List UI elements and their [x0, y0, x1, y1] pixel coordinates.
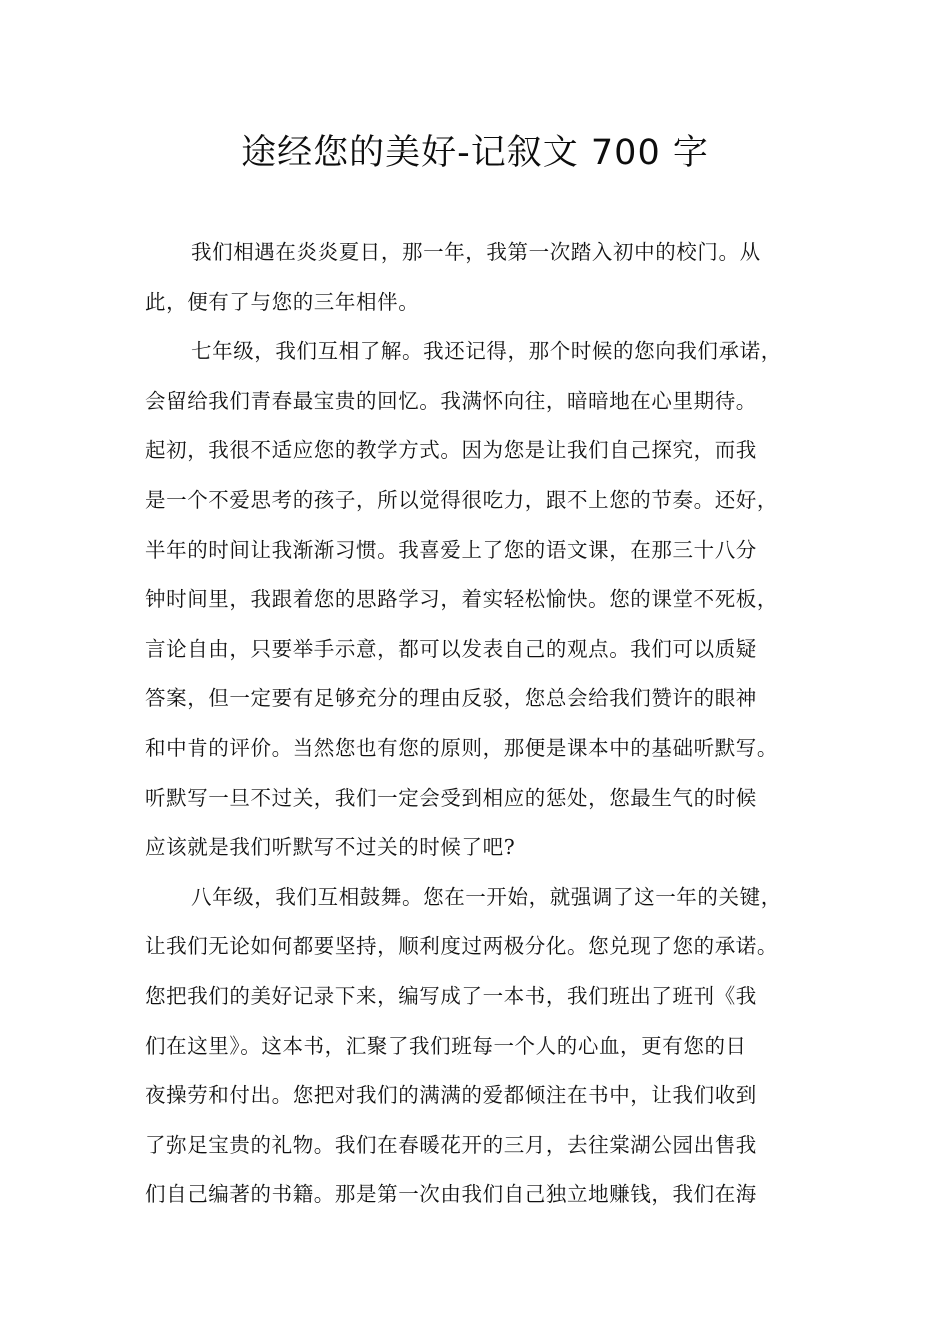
text-line: 们在这里》。这本书，汇聚了我们班每一个人的心血，更有您的日	[145, 1033, 747, 1058]
text-line: 们自己编著的书籍。那是第一次由我们自己独立地赚钱，我们在海	[145, 1182, 757, 1207]
text-line: 您把我们的美好记录下来，编写成了一本书，我们班出了班刊《我	[145, 983, 757, 1008]
text-line: 了弥足宝贵的礼物。我们在春暖花开的三月，去往棠湖公园出售我	[145, 1132, 757, 1157]
text-line: 应该就是我们听默写不过关的时候了吧?	[145, 835, 516, 860]
document-body	[145, 228, 825, 1220]
text-line: 和中肯的评价。当然您也有您的原则，那便是课本中的基础听默写。	[145, 735, 778, 760]
text-line: 半年的时间让我渐渐习惯。我喜爱上了您的语文课，在那三十八分	[145, 537, 757, 562]
text-line: 七年级，我们互相了解。我还记得，那个时候的您向我们承诺，	[191, 339, 782, 364]
text-line: 夜操劳和付出。您把对我们的满满的爱都倾注在书中，让我们收到	[145, 1083, 757, 1108]
text-line: 会留给我们青春最宝贵的回忆。我满怀向往，暗暗地在心里期待。	[145, 388, 757, 413]
text-line: 是一个不爱思考的孩子，所以觉得很吃力，跟不上您的节奏。还好，	[145, 487, 778, 512]
text-line: 让我们无论如何都要坚持，顺利度过两极分化。您兑现了您的承诺。	[145, 934, 778, 959]
document-title: 途经您的美好-记叙文 700 字	[241, 133, 709, 173]
text-line: 八年级，我们互相鼓舞。您在一开始，就强调了这一年的关键，	[191, 884, 782, 909]
text-line: 此，便有了与您的三年相伴。	[145, 289, 420, 314]
text-line: 钟时间里，我跟着您的思路学习，着实轻松愉快。您的课堂不死板，	[145, 587, 778, 612]
text-line: 我们相遇在炎炎夏日，那一年，我第一次踏入初中的校门。从	[191, 240, 761, 264]
text-line: 起初，我很不适应您的教学方式。因为您是让我们自己探究，而我	[145, 438, 757, 463]
text-line: 听默写一旦不过关，我们一定会受到相应的惩处，您最生气的时候	[145, 785, 757, 810]
text-line: 言论自由，只要举手示意，都可以发表自己的观点。我们可以质疑	[145, 636, 757, 661]
text-line: 答案，但一定要有足够充分的理由反驳，您总会给我们赞许的眼神	[145, 686, 757, 711]
